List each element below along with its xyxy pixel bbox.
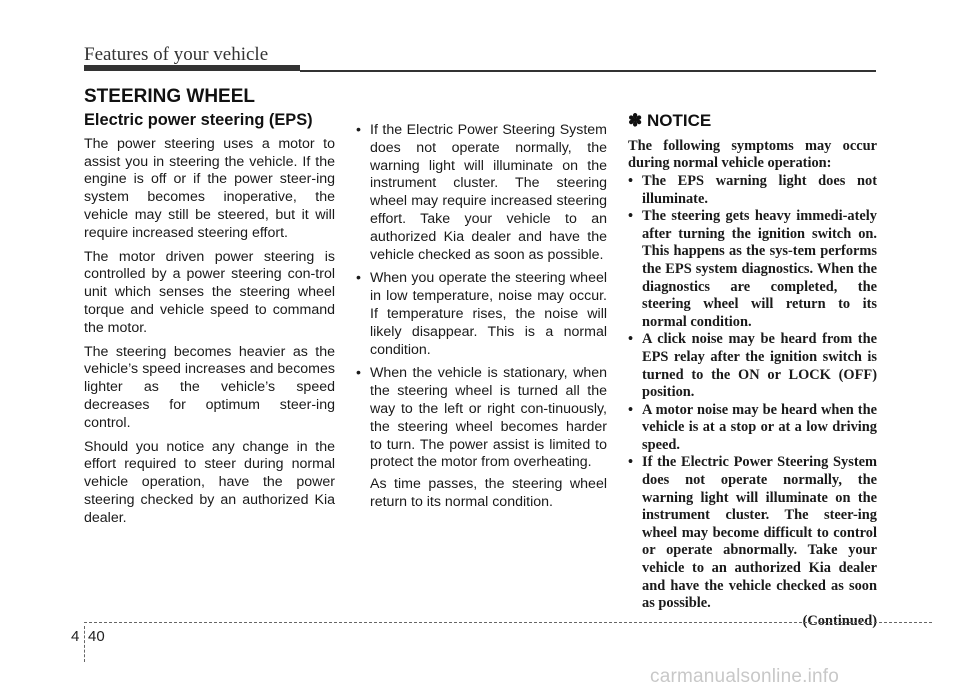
bullet-icon: • [628, 208, 634, 225]
list-item-text: A motor noise may be heard when the vehicle is at a stop or at a low driving speed. [642, 401, 877, 453]
bullet-list [356, 122, 607, 472]
page-number: 40 [88, 628, 105, 645]
paragraph: As time passes, the steering wheel return to its normal condition. [370, 476, 607, 510]
bullet-icon: • [628, 401, 634, 418]
list-item [628, 454, 877, 612]
page-number-divider [84, 626, 85, 662]
list-item [628, 208, 877, 331]
list-item [628, 173, 877, 208]
paragraph: The power steering uses a motor to assist you in steering the vehicle. If the engine is off or if the power steer-ing system becomes inoperative, the vehicle may still be steered, but it will require increased steering effort. [84, 135, 335, 241]
bullet-icon: • [628, 331, 634, 348]
paragraph: Should you notice any change in the effort required to steer during normal vehicle operation, have the power steering checked by an authorized Kia dealer. [84, 438, 335, 526]
list-item-text: When the vehicle is stationary, when the steering wheel is turned all the way to the left or right con-tinuously, the steering wheel becomes harder to turn. The power assist is limited to protect the motor from overheating. [370, 365, 607, 471]
watermark: carmanualsonline.info [650, 666, 840, 687]
bullet-icon: • [356, 365, 361, 382]
list-item [356, 270, 607, 359]
notice-intro: The following symptoms may occur during normal vehicle operation: [628, 137, 877, 172]
list-item-text: When you operate the steering wheel in low temperature, noise may occur. If temperature rises, the noise will likely disappear. This is a normal condition. [370, 270, 607, 358]
notice-star-icon: ✽ [628, 111, 643, 130]
list-item [356, 365, 607, 472]
page-header-title: Features of your vehicle [84, 44, 269, 65]
list-item-text: A click noise may be heard from the EPS relay after the ignition switch is turned to the ON or LOCK (OFF) position. [642, 331, 877, 401]
notice-heading [628, 112, 877, 130]
section-number: 4 [71, 628, 80, 645]
bullet-icon: • [628, 454, 634, 471]
bullet-icon: • [628, 172, 634, 189]
list-item [356, 122, 607, 264]
notice-body [628, 138, 877, 631]
notice-bullet-list [628, 173, 877, 613]
header-rule-thin [300, 70, 876, 72]
paragraph: The steering becomes heavier as the vehicle’s speed increases and becomes lighter as the vehicle’s speed decreases for optimum steer-ing control. [84, 343, 335, 431]
footer-rule [84, 622, 932, 623]
bullet-icon: • [356, 270, 361, 287]
column-left [84, 112, 335, 534]
header-rule-thick [84, 65, 300, 71]
eps-heading: Electric power steering (EPS) [84, 111, 313, 129]
bullet-icon: • [356, 122, 361, 138]
notice-heading-text: NOTICE [646, 111, 712, 130]
paragraph: The motor driven power steering is controlled by a power steering con-trol unit which senses the steering wheel torque and vehicle speed to command the motor. [84, 248, 335, 336]
list-item [628, 331, 877, 401]
notice-box [628, 112, 877, 630]
list-item-text: If the Electric Power Steering System does not operate normally, the warning light will illuminate on the instrument cluster. The steering wheel may require increased steering effort. Take your vehicle to an authorized Kia dealer and have the vehicle checked as soon as possible. [370, 122, 607, 263]
list-item-text: If the Electric Power Steering System does not operate normally, the warning light will illuminate on the instrument cluster. The steer-ing wheel may become difficult to control or operate abnormally. Take your vehicle to an authorized Kia dealer and have the vehicle checked as soon as possible. [642, 454, 877, 612]
list-item-text: The EPS warning light does not illuminate. [642, 172, 877, 207]
continued-label: (Continued) [802, 612, 877, 629]
list-item-text: The steering gets heavy immedi-ately after turning the ignition switch on. This happens as the sys-tem performs the EPS system diagnostics. When the diagnostics are completed, the steering wheel will return to its normal condition. [642, 208, 877, 330]
section-title: STEERING WHEEL [84, 86, 256, 107]
column-middle [356, 122, 607, 512]
list-item [628, 402, 877, 455]
